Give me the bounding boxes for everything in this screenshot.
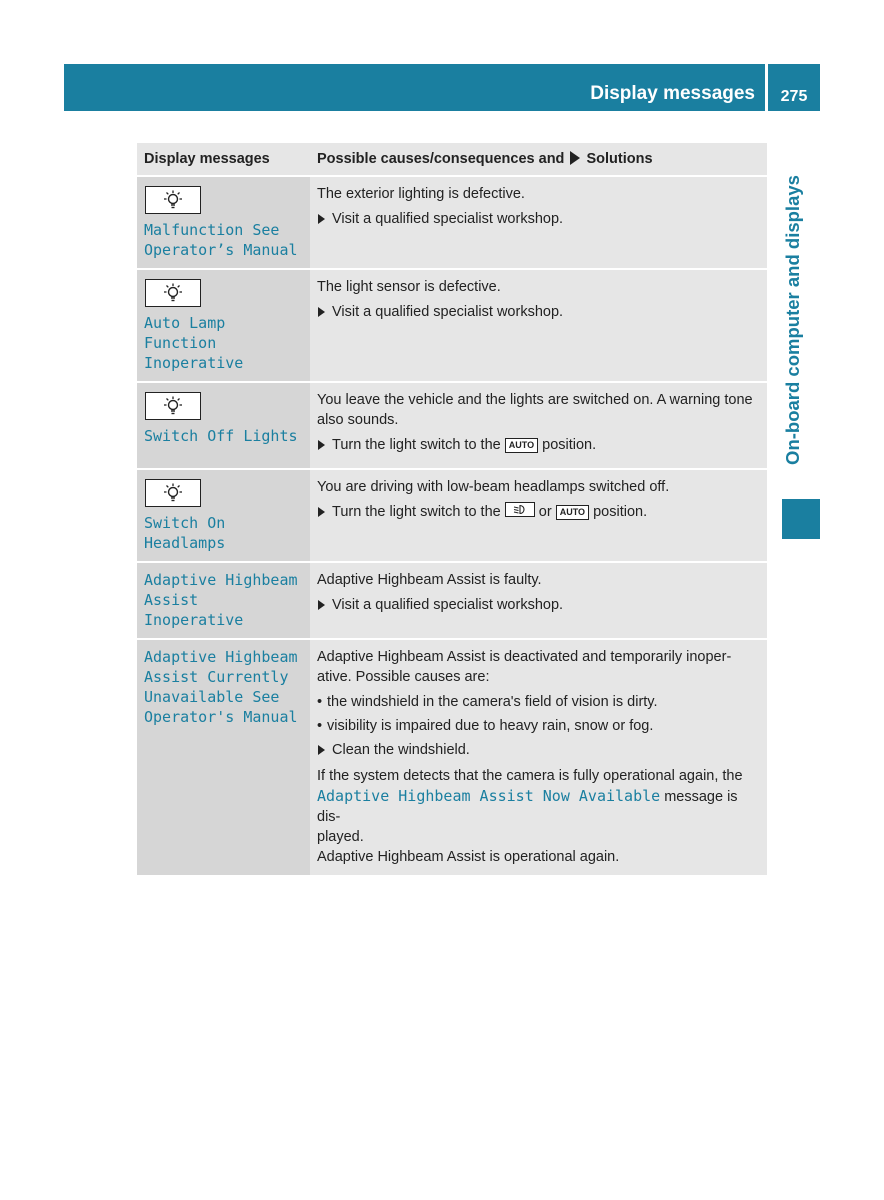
lamp-malfunction-icon: [145, 186, 201, 214]
solution-step: [317, 209, 760, 229]
step-arrow-icon: [318, 507, 325, 517]
final-text: Adaptive Highbeam Assist is operational again.: [317, 849, 620, 865]
message-cell: [137, 382, 310, 469]
step-text: Visit a qualified specialist workshop.: [332, 211, 564, 227]
solution-step: [317, 595, 760, 615]
note-text-post: message is dis-: [317, 789, 738, 825]
cause-text: Adaptive Highbeam Assist is deactivated and temporarily inoper-: [317, 649, 732, 665]
cause-text: You are driving with low-beam headlamps switched off.: [317, 479, 670, 495]
step-arrow-icon: [318, 440, 325, 450]
cause-text: Adaptive Highbeam Assist is faulty.: [317, 572, 542, 588]
cause-text: The exterior lighting is defective.: [317, 186, 525, 202]
step-or-text: or: [538, 504, 552, 520]
message-line: Switch On Headlamps: [144, 514, 226, 552]
step-text: position.: [593, 504, 648, 520]
solution-step: [317, 302, 760, 322]
cause-bullet: • visibility is impaired due to heavy rain, snow or fog.: [317, 716, 760, 736]
message-line: Operator’s Manual: [144, 241, 298, 259]
lamp-malfunction-icon: [145, 279, 201, 307]
lamp-malfunction-icon: [145, 479, 201, 507]
note-message: Adaptive Highbeam Assist Now Available: [317, 787, 661, 805]
side-tab-marker: [782, 499, 820, 539]
message-line: Malfunction See: [144, 221, 280, 239]
cause-cell: [310, 469, 767, 562]
step-text: Clean the windshield.: [332, 742, 470, 758]
col-header-causes-text: Possible causes/consequences and: [317, 151, 565, 167]
page-number: 275: [768, 64, 820, 111]
cause-cell: [310, 562, 767, 639]
message-line: Assist Inoperative: [144, 591, 244, 629]
cause-text: ative. Possible causes are:: [317, 669, 490, 685]
table-row: [137, 382, 767, 469]
step-arrow-icon: [318, 600, 325, 610]
step-text: Visit a qualified specialist workshop.: [332, 597, 564, 613]
col-header-messages: Display messages: [137, 143, 310, 176]
message-line: Operator's Manual: [144, 708, 298, 726]
message-line: Adaptive Highbeam: [144, 571, 298, 589]
message-line: Switch Off Lights: [144, 427, 298, 445]
step-arrow-icon: [318, 214, 325, 224]
message-cell: [137, 269, 310, 382]
table-row: [137, 562, 767, 639]
side-tab-label: On-board computer and displays: [782, 175, 803, 465]
step-text: Turn the light switch to the: [332, 504, 501, 520]
col-header-solutions-text: Solutions: [586, 151, 653, 167]
auto-key-icon: AUTO: [505, 438, 538, 453]
cause-bullet: • the windshield in the camera's field of vision is dirty.: [317, 692, 760, 712]
solution-step: [317, 502, 760, 522]
step-text: Visit a qualified specialist workshop.: [332, 304, 564, 320]
message-cell: [137, 176, 310, 269]
cause-cell: [310, 382, 767, 469]
table-row: [137, 639, 767, 876]
display-messages-table: [137, 143, 767, 877]
message-line: Assist Currently: [144, 668, 289, 686]
table-row: [137, 269, 767, 382]
step-arrow-icon: [318, 745, 325, 755]
table-row: [137, 176, 767, 269]
table-row: [137, 469, 767, 562]
message-cell: [137, 562, 310, 639]
note-text-post2: played.: [317, 829, 364, 845]
header-bar: [64, 64, 765, 111]
col-header-causes: [310, 143, 767, 176]
step-text: Turn the light switch to the: [332, 437, 501, 453]
message-cell: [137, 469, 310, 562]
step-arrow-icon: [318, 307, 325, 317]
auto-key-icon: AUTO: [556, 505, 589, 520]
cause-text: The light sensor is defective.: [317, 279, 501, 295]
side-tab: [770, 150, 816, 490]
cause-cell: [310, 269, 767, 382]
note-text-pre: If the system detects that the camera is fully operational again, the: [317, 768, 743, 784]
note-text: [317, 766, 760, 847]
lamp-malfunction-icon: [145, 392, 201, 420]
solution-arrow-icon: [570, 151, 580, 165]
message-line: Adaptive Highbeam: [144, 648, 298, 666]
message-line: Auto Lamp Function: [144, 314, 226, 352]
cause-cell: [310, 639, 767, 876]
low-beam-icon: [505, 502, 535, 517]
message-line: Inoperative: [144, 354, 244, 372]
solution-step: [317, 435, 760, 455]
step-text: position.: [542, 437, 597, 453]
cause-cell: [310, 176, 767, 269]
page-title: Display messages: [590, 83, 755, 104]
cause-text: You leave the vehicle and the lights are switched on. A warning tone also sounds.: [317, 392, 753, 428]
solution-step: [317, 740, 760, 760]
message-line: Unavailable See: [144, 688, 280, 706]
table-header-row: [137, 143, 767, 176]
message-cell: [137, 639, 310, 876]
